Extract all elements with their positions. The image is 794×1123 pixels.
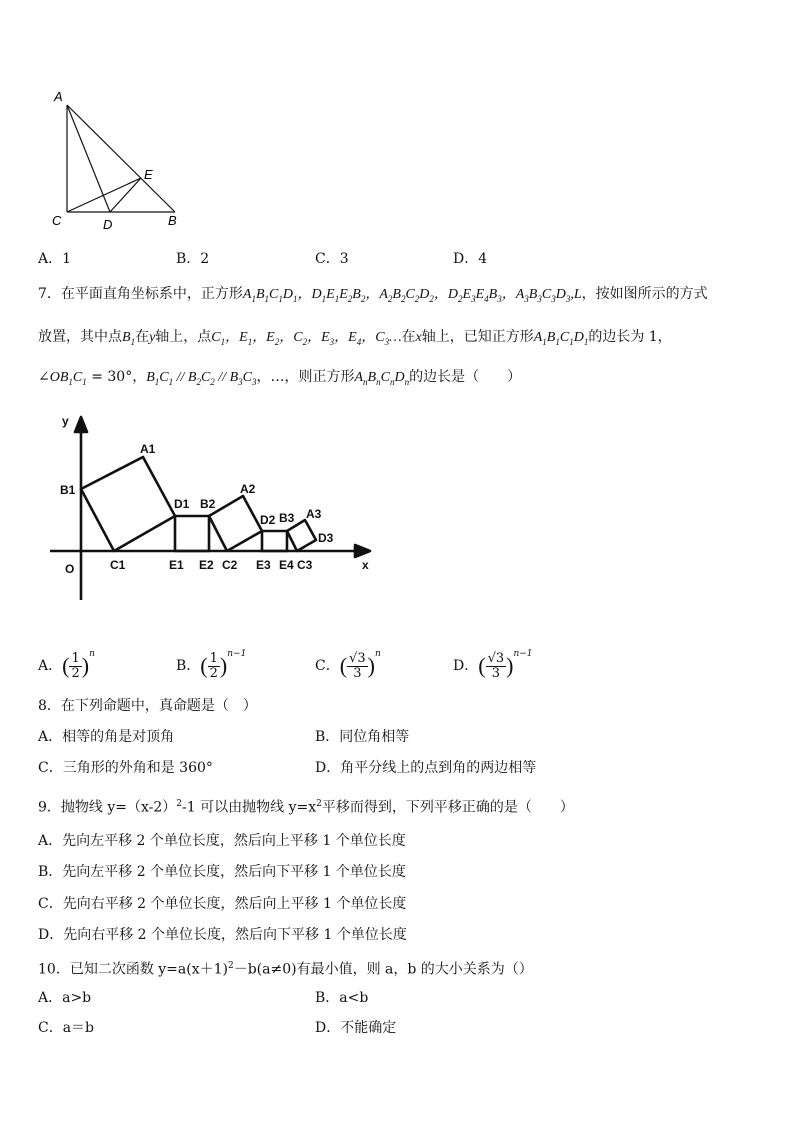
point-B2: B2 [200, 497, 216, 511]
q8-option-b: B．同位角相等 [315, 729, 410, 745]
q7-option-d-label: D． [453, 658, 479, 674]
q7-c-num: √3 [349, 650, 366, 666]
point-B1: B1 [60, 483, 76, 497]
q7-text-2e: 轴上，已知正方形 [421, 329, 534, 345]
q9-option-a: A．先向左平移 2 个单位长度，然后向上平移 1 个单位长度 [38, 833, 406, 849]
point-A1: A1 [140, 442, 156, 456]
q9-option-b: B．先向左平移 2 个单位长度，然后向下平移 1 个单位长度 [38, 864, 406, 880]
point-A3: A3 [306, 507, 322, 521]
q9-option-d: D．先向右平移 2 个单位长度，然后向下平移 1 个单位长度 [38, 927, 407, 943]
q7-line-3: $\angle OB_1C_1 = 30^\circ$，$B_1C_1 // B_2C_2 // B_3C_3$，…，则正方形$A_nB_nC_nD_n$的边长是（ ） [38, 369, 522, 387]
q7-text-3b: 的边长是（ ） [409, 369, 522, 385]
axis-x-label: x [362, 558, 369, 572]
q7-b-den: 2 [209, 665, 218, 681]
q7-a-den: 2 [71, 665, 80, 681]
q7-line-1 [38, 285, 708, 304]
q10-option-d: D．不能确定 [315, 1020, 397, 1036]
q7-var-x: x [415, 330, 422, 345]
origin-label: O [65, 562, 75, 576]
q9-option-c: C．先向右平移 2 个单位长度，然后向上平移 1 个单位长度 [38, 896, 407, 912]
q7-square-list: $A_1B_1C_1D_1$，$D_1E_1E_2B_2$，$A_2B_2C_2D_2$，$D_2E_3E_4B_3$，$A_3B_3C_3D_3,L$ [242, 287, 582, 304]
point-E3: E3 [256, 558, 271, 572]
q10-option-b: B．a<b [315, 990, 369, 1006]
point-D3: D3 [318, 531, 334, 545]
q7-angle-val: = 30°， [86, 369, 147, 385]
q7-text-2b: 在 [135, 329, 150, 345]
q7-d-num: √3 [487, 650, 505, 666]
point-D2: D2 [260, 513, 276, 527]
q7-text-2a: 放置，其中点 [38, 329, 122, 345]
q8-option-d: D．角平分线上的点到角的两边相等 [315, 760, 537, 776]
label-E: E [144, 167, 153, 182]
q7-text-2d: 在 [401, 329, 416, 345]
point-C3: C3 [297, 558, 313, 572]
label-B: B [168, 213, 177, 228]
q9-stem-sup: 2 [176, 799, 183, 809]
point-B3: B3 [279, 511, 295, 525]
q7-text-2f: 的边长为 1， [588, 329, 672, 345]
q10-stem-sup: 2 [227, 961, 234, 971]
q9-stem-c: 平移而得到，下列平移正确的是（ ） [321, 799, 574, 816]
q6-option-b: B．2 [176, 251, 210, 267]
q9-stem-b: -1 可以由抛物线 y=x [182, 799, 317, 816]
label-A: A [54, 89, 63, 104]
triangle-figure [40, 85, 200, 235]
point-D1: D1 [174, 497, 190, 511]
q7-d-exp: n−1 [513, 649, 533, 659]
q10-stem-b: －b(a≠0)有最小值，则 a，b 的大小关系为（） [233, 961, 533, 978]
q7-option-c: C．( $\frac{√3}{3}$ )$^n$ [315, 649, 381, 681]
q10-stem-a: 10．已知二次函数 y=a(x＋1) [38, 961, 228, 978]
q7-option-c-label: C． [315, 658, 340, 674]
q7-c-den: 3 [353, 665, 362, 681]
q9-stem-sup2: 2 [316, 799, 322, 809]
point-E1: E1 [169, 558, 184, 572]
q10-option-c: C．a＝b [38, 1020, 95, 1036]
q9-stem [38, 795, 574, 817]
point-E2: E2 [199, 558, 214, 572]
q7-option-d: D．( $\frac{√3}{3}$ )$^{n-1}$ [453, 649, 533, 681]
q7-b-num: 1 [209, 650, 218, 666]
q6-option-c: C．3 [315, 251, 349, 267]
q7-option-b: B．( $\frac{1}{2}$ )$^{n-1}$ [176, 649, 247, 681]
q7-option-b-label: B． [176, 658, 201, 674]
point-E4: E4 [279, 558, 294, 572]
q10-option-a: A．a>b [38, 990, 92, 1006]
point-C2: C2 [222, 558, 238, 572]
q7-b-exp: n−1 [227, 649, 247, 659]
q7-line-2: 放置，其中点$B_1$在y轴上，点$C_1$，$E_1$，$E_2$，$C_2$，$E_3$，$E_4$，$C_3\dots$在x轴上，已知正方形$A_1B_1C_1D_1$的边长为 1， [38, 329, 672, 347]
axis-y-label: y [62, 414, 69, 428]
q7-a-num: 1 [71, 650, 80, 666]
label-C: C [52, 213, 62, 228]
q6-option-a: A．1 [38, 251, 72, 267]
q7-option-a-label: A． [38, 658, 63, 674]
q8-option-a: A．相等的角是对顶角 [38, 729, 175, 745]
q7-text-1a: 7．在平面直角坐标系中，正方形 [38, 286, 243, 302]
q9-stem-a: 9．抛物线 y=（x-2） [38, 799, 177, 816]
label-D: D [103, 217, 113, 232]
q7-a-exp: n [89, 649, 95, 659]
q8-stem: 8．在下列命题中，真命题是（ ） [38, 698, 257, 714]
q7-d-den: 3 [491, 665, 500, 681]
q7-c-exp: n [374, 649, 381, 659]
q10-stem [38, 957, 533, 979]
squares-figure [50, 405, 380, 605]
q7-var-y: y [149, 330, 156, 345]
point-C1: C1 [110, 558, 126, 572]
q7-angle: ∠OB [38, 370, 69, 385]
q7-option-a: A．( $\frac{1}{2}$ )$^n$ [38, 649, 95, 681]
q6-option-d: D．4 [453, 251, 488, 267]
q7-text-1b: ，按如图所示的方式 [581, 286, 708, 302]
point-A2: A2 [240, 482, 256, 496]
q7-text-2c: 轴上，点 [155, 329, 212, 345]
q8-option-c: C．三角形的外角和是 360° [38, 760, 213, 776]
q7-text-3a: ，…，则正方形 [256, 369, 355, 385]
